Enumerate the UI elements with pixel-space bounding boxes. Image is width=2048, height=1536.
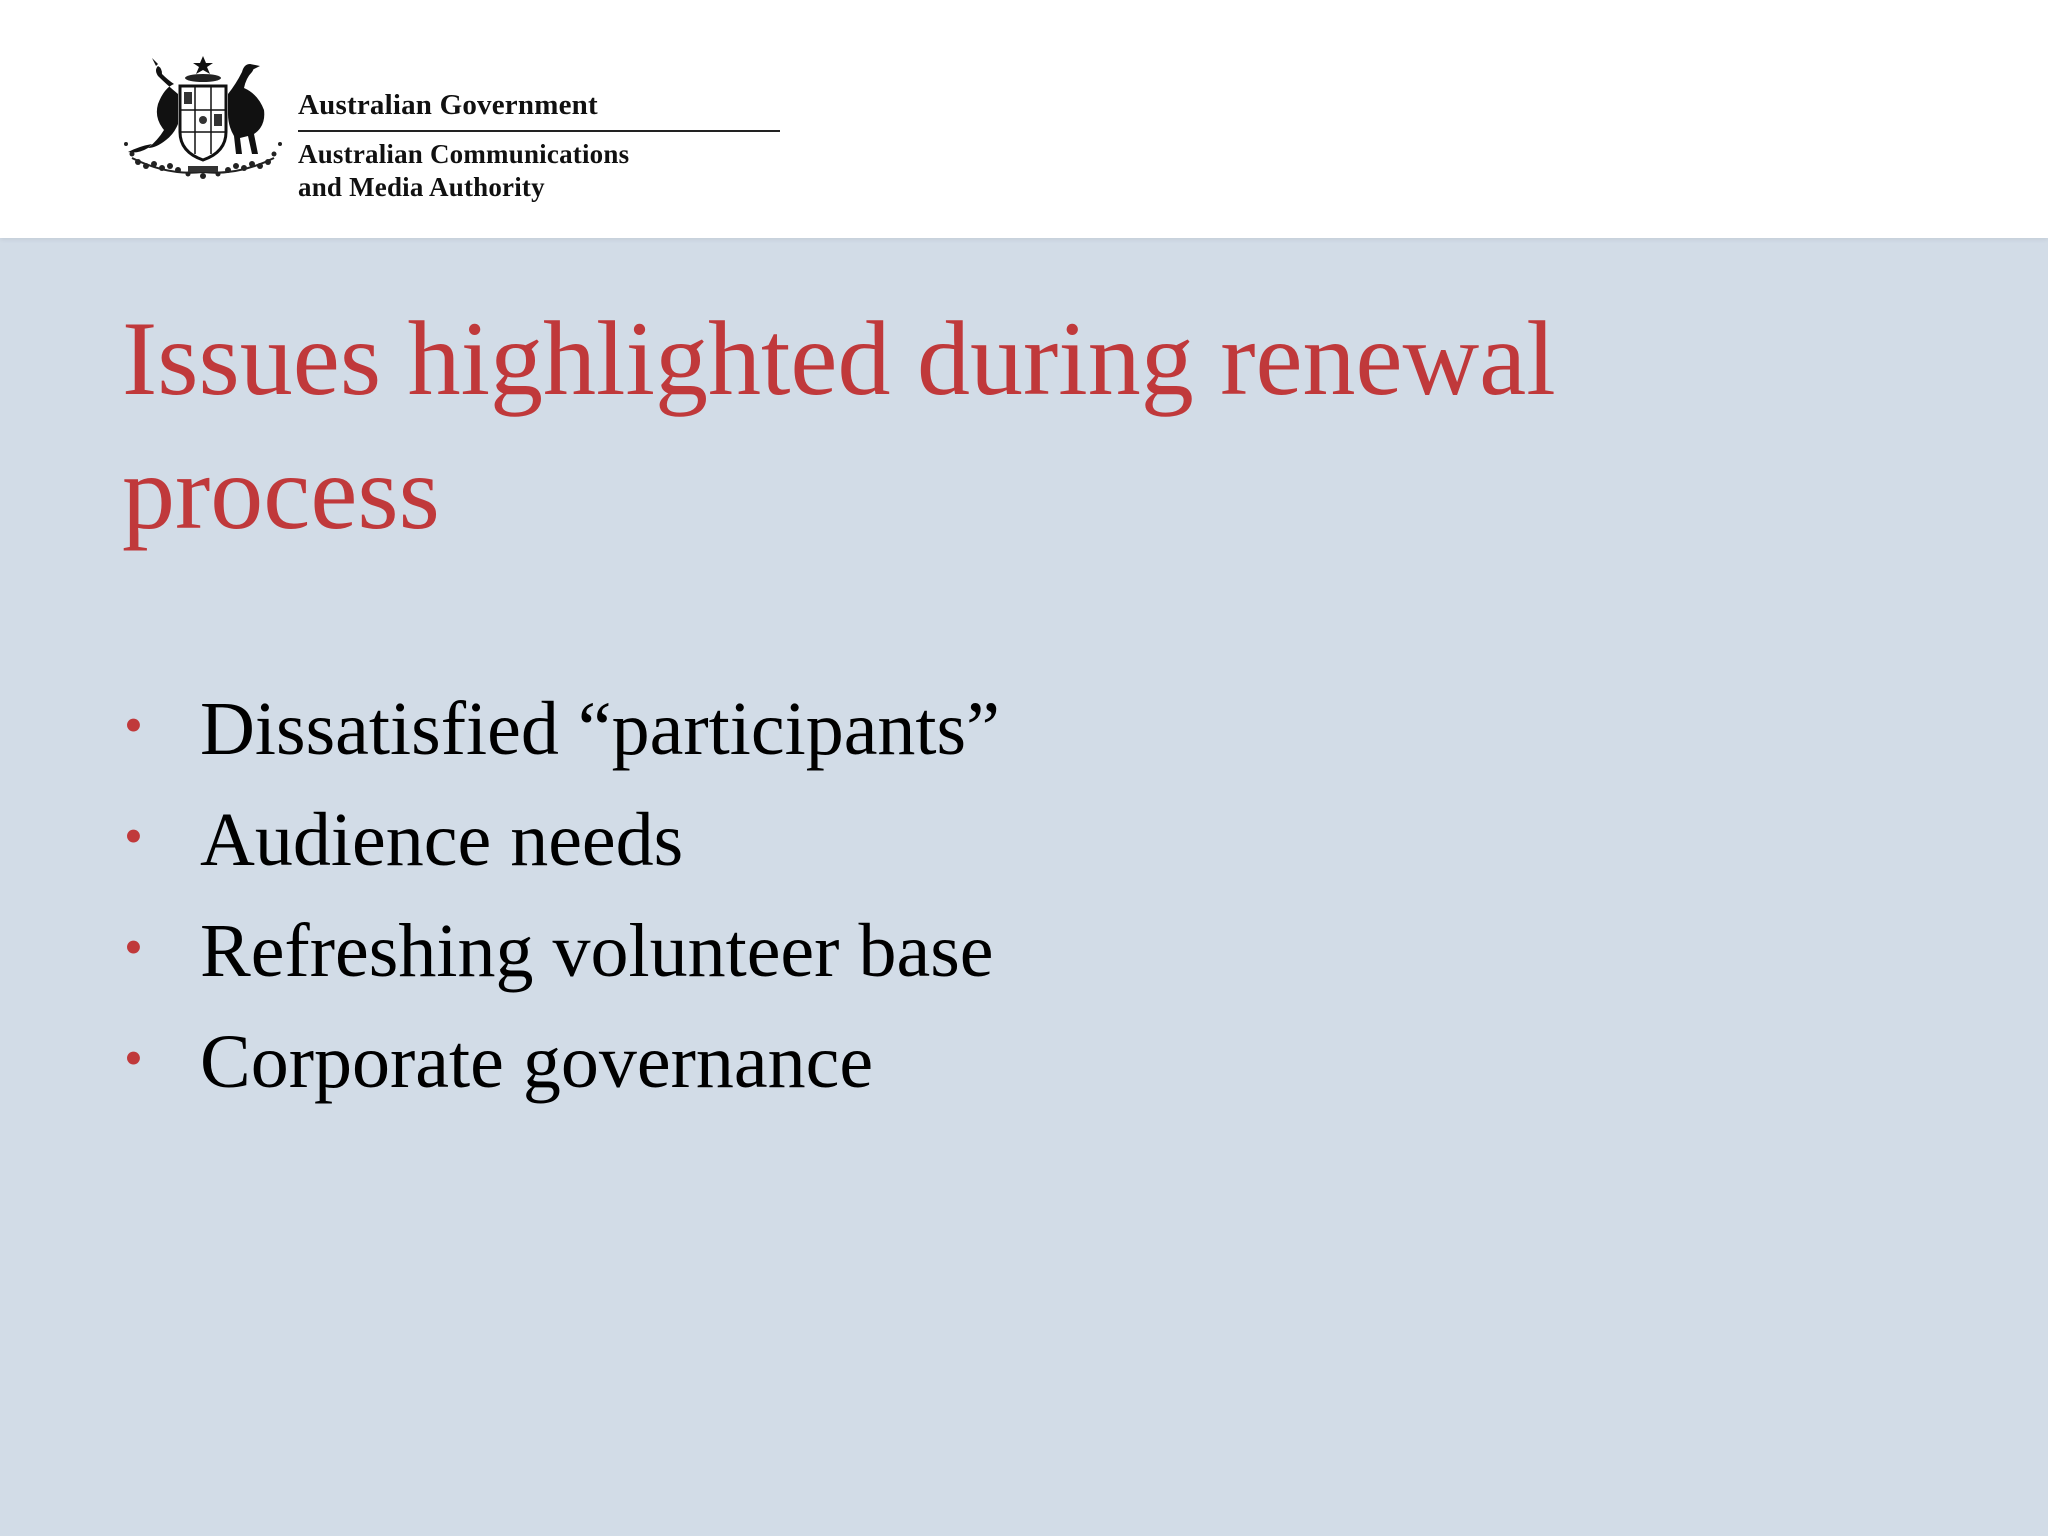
bullet-text: Corporate governance bbox=[200, 1020, 874, 1104]
bullet-point-icon: • bbox=[124, 917, 143, 977]
bullet-point-icon: • bbox=[124, 695, 143, 755]
bullet-point-icon: • bbox=[124, 806, 143, 866]
slide-title: Issues highlighted during renewal process bbox=[122, 300, 1556, 551]
bullet-item bbox=[122, 674, 1000, 785]
bullet-text: Refreshing volunteer base bbox=[200, 909, 994, 993]
bullet-item bbox=[122, 896, 1000, 1007]
bullet-text: Audience needs bbox=[200, 798, 684, 882]
acma-logo bbox=[118, 54, 678, 214]
bullet-text: Dissatisfied “participants” bbox=[200, 687, 1000, 771]
header-bar bbox=[0, 0, 2048, 238]
agency-name-line-2: and Media Authority bbox=[298, 172, 545, 202]
bullet-point-icon: • bbox=[124, 1028, 143, 1088]
bullet-list bbox=[122, 674, 1000, 1118]
coat-of-arms-icon bbox=[118, 54, 288, 184]
government-name: Australian Government bbox=[298, 88, 780, 132]
agency-name-line-1: Australian Communications bbox=[298, 139, 630, 169]
bullet-item bbox=[122, 1007, 1000, 1118]
bullet-item bbox=[122, 785, 1000, 896]
logo-text bbox=[298, 88, 780, 204]
